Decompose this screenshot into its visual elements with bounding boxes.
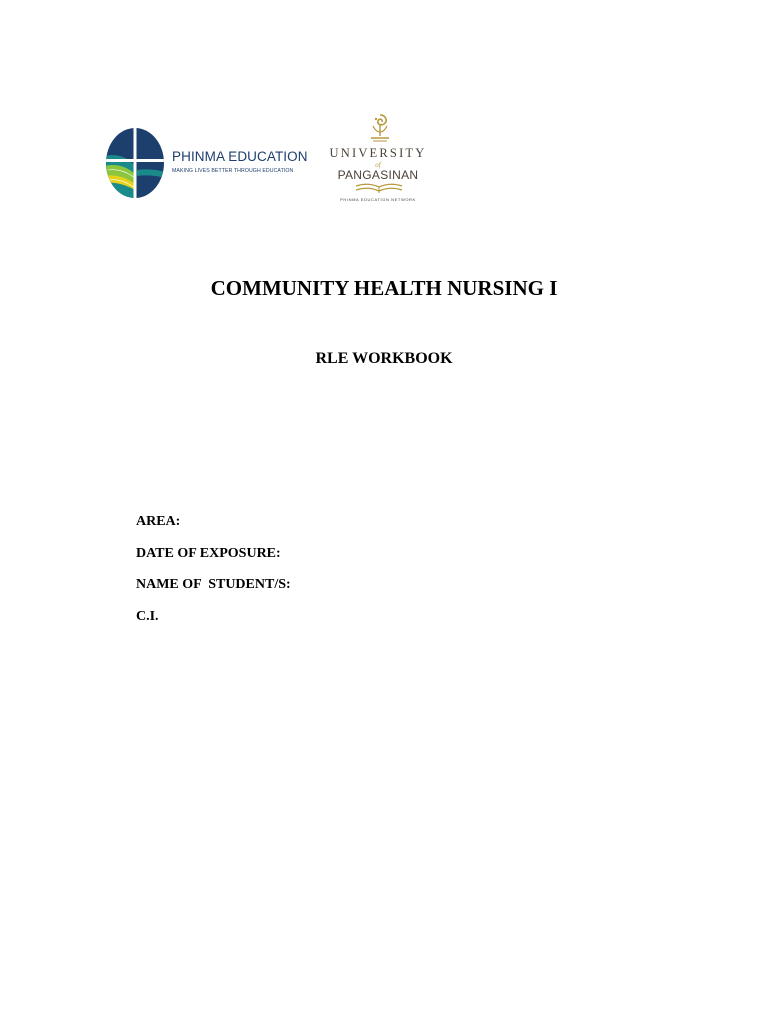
date-of-exposure-field-label: DATE OF EXPOSURE: [136, 545, 281, 561]
university-of-pangasinan-logo [328, 112, 432, 208]
university-wordmark: UNIVERSITY [329, 146, 427, 160]
phinma-name: PHINMA EDUCATION [172, 149, 308, 164]
clinical-instructor-field-label: C.I. [136, 608, 159, 624]
logo-header [104, 112, 444, 208]
crest-icon [364, 112, 396, 146]
phinma-education-logo [104, 126, 308, 200]
student-names-field-label: NAME OF STUDENT/S: [136, 577, 291, 592]
open-book-icon [354, 182, 404, 194]
pangasinan-wordmark: PANGASINAN [337, 168, 419, 182]
university-of-text: of [375, 161, 381, 169]
network-text: PHINMA EDUCATION NETWORK [340, 197, 416, 202]
document-title: COMMUNITY HEALTH NURSING I [210, 276, 558, 300]
area-field-label: AREA: [136, 514, 181, 529]
document-subtitle: RLE WORKBOOK [315, 350, 453, 367]
phinma-tagline: MAKING LIVES BETTER THROUGH EDUCATION [172, 168, 294, 174]
phinma-emblem-icon [104, 126, 166, 200]
workbook-info-fields [136, 512, 636, 638]
